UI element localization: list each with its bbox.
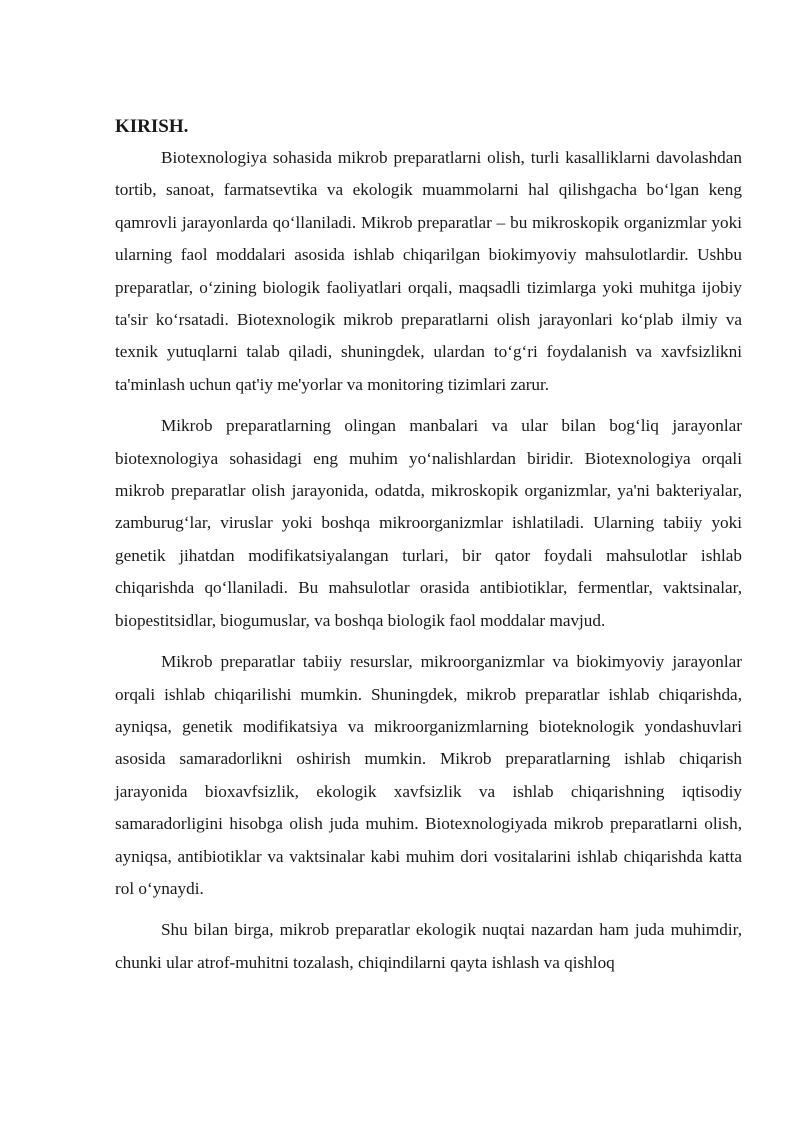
paragraph-4: Shu bilan birga, mikrob preparatlar ekologik nuqtai nazardan ham juda muhimdir, chunki ular atrof-muhitni tozalash, chiqindilarni qayta ishlash va qishloq [115, 920, 742, 972]
document-page [115, 112, 742, 979]
section-heading: KIRISH. [115, 116, 189, 137]
paragraph-2: Mikrob preparatlarning olingan manbalari va ular bilan bog‘liq jarayonlar biotexnologiya sohasidagi eng muhim yo‘nalishlardan biridir. Biotexnologiya orqali mikrob preparatlar olish jarayonida, odatda, mikroskopik organizmlar, ya'ni bakteriyalar, zamburug‘lar, viruslar yoki boshqa mikroorganizmlar ishlatiladi. Ularning tabiiy yoki genetik jihatdan modifikatsiyalangan turlari, bir qator foydali mahsulotlar ishlab chiqarishda qo‘llaniladi. Bu mahsulotlar orasida antibiotiklar, fermentlar, vaktsinalar, biopestitsidlar, biogumuslar, va boshqa biologik faol moddalar mavjud. [115, 416, 742, 630]
paragraph-3: Mikrob preparatlar tabiiy resurslar, mikroorganizmlar va biokimyoviy jarayonlar orqali ishlab chiqarilishi mumkin. Shuningdek, mikrob preparatlar ishlab chiqarishda, ayniqsa, genetik modifikatsiya va mikroorganizmlarning bioteknologik yondashuvlari asosida samaradorlikni oshirish mumkin. Mikrob preparatlarning ishlab chiqarish jarayonida bioxavfsizlik, ekologik xavfsizlik va ishlab chiqarishning iqtisodiy samaradorligini hisobga olish juda muhim. Biotexnologiyada mikrob preparatlarni olish, ayniqsa, antibiotiklar va vaktsinalar kabi muhim dori vositalarini ishlab chiqarishda katta rol o‘ynaydi. [115, 652, 742, 898]
paragraph-1: Biotexnologiya sohasida mikrob preparatlarni olish, turli kasalliklarni davolashdan tortib, sanoat, farmatsevtika va ekologik muammolarni hal qilishgacha bo‘lgan keng qamrovli jarayonlarda qo‘llaniladi. Mikrob preparatlar – bu mikroskopik organizmlar yoki ularning faol moddalari asosida ishlab chiqarilgan biokimyoviy mahsulotlardir. Ushbu preparatlar, o‘zining biologik faoliyatlari orqali, maqsadli tizimlarga yoki muhitga ijobiy ta'sir ko‘rsatadi. Biotexnologik mikrob preparatlarni olish jarayonlari ko‘plab ilmiy va texnik yutuqlarni talab qiladi, shuningdek, ulardan to‘g‘ri foydalanish va xavfsizlikni ta'minlash uchun qat'iy me'yorlar va monitoring tizimlari zarur. [115, 148, 742, 394]
